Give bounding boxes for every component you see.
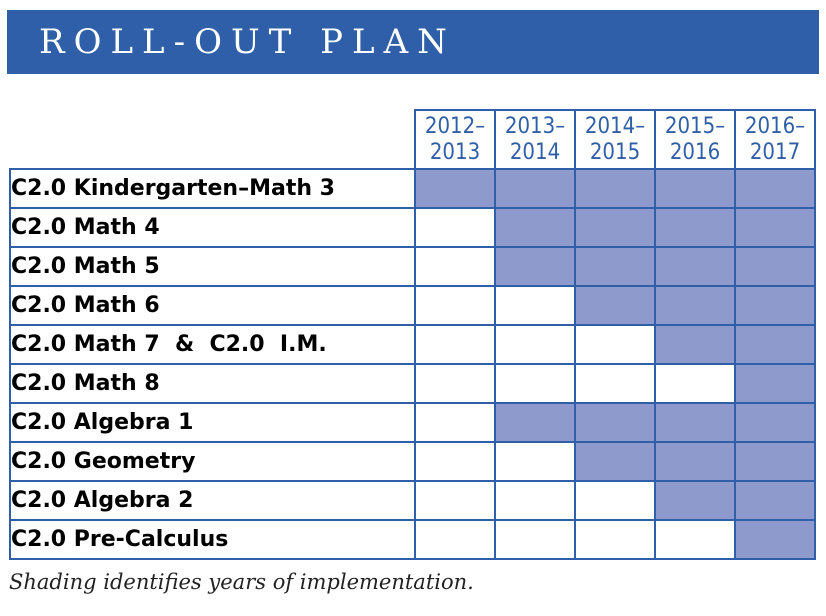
course-label: C2.0 Math 6 [10, 286, 415, 325]
table-caption: Shading identifies years of implementation. [9, 570, 474, 594]
year-header [415, 110, 495, 169]
implemented-cell [655, 442, 735, 481]
year-header-line: 2013 [429, 139, 481, 165]
year-header-line: 2015 [589, 139, 641, 165]
empty-cell [495, 481, 575, 520]
empty-cell [415, 286, 495, 325]
implemented-cell [735, 286, 815, 325]
empty-cell [415, 403, 495, 442]
year-header-line: 2015– [664, 113, 726, 139]
implemented-cell [495, 403, 575, 442]
course-label: C2.0 Math 7 & C2.0 I.M. [10, 325, 415, 364]
implemented-cell [655, 208, 735, 247]
year-header-line: 2012– [424, 113, 486, 139]
empty-cell [495, 442, 575, 481]
table-row [10, 520, 815, 559]
implemented-cell [655, 481, 735, 520]
empty-cell [575, 364, 655, 403]
empty-cell [655, 520, 735, 559]
empty-cell [575, 520, 655, 559]
table-row [10, 286, 815, 325]
implemented-cell [495, 169, 575, 208]
implemented-cell [735, 169, 815, 208]
empty-cell [495, 286, 575, 325]
table-row [10, 481, 815, 520]
year-header-line: 2014 [509, 139, 561, 165]
empty-cell [415, 325, 495, 364]
implemented-cell [495, 247, 575, 286]
year-header-line: 2016– [744, 113, 806, 139]
year-header [655, 110, 735, 169]
table-corner [10, 110, 415, 169]
table-body [10, 169, 815, 559]
course-label: C2.0 Algebra 1 [10, 403, 415, 442]
course-label: C2.0 Pre-Calculus [10, 520, 415, 559]
year-header-line: 2013– [504, 113, 566, 139]
year-header [575, 110, 655, 169]
year-header-line: 2017 [749, 139, 801, 165]
empty-cell [415, 520, 495, 559]
implemented-cell [735, 481, 815, 520]
empty-cell [415, 208, 495, 247]
course-label: C2.0 Algebra 2 [10, 481, 415, 520]
table-row [10, 325, 815, 364]
empty-cell [575, 325, 655, 364]
empty-cell [415, 247, 495, 286]
empty-cell [415, 442, 495, 481]
implemented-cell [575, 169, 655, 208]
implemented-cell [495, 208, 575, 247]
implemented-cell [655, 169, 735, 208]
implemented-cell [575, 442, 655, 481]
table-row [10, 442, 815, 481]
implemented-cell [415, 169, 495, 208]
implemented-cell [735, 325, 815, 364]
title-banner [7, 10, 819, 74]
course-label: C2.0 Kindergarten–Math 3 [10, 169, 415, 208]
empty-cell [655, 364, 735, 403]
implemented-cell [655, 403, 735, 442]
empty-cell [415, 481, 495, 520]
year-header-row [10, 110, 815, 169]
year-header [495, 110, 575, 169]
implemented-cell [655, 247, 735, 286]
page-title: ROLL-OUT PLAN [39, 22, 456, 62]
year-header-line: 2016 [669, 139, 721, 165]
empty-cell [575, 481, 655, 520]
implemented-cell [575, 247, 655, 286]
implemented-cell [575, 208, 655, 247]
implemented-cell [655, 325, 735, 364]
course-label: C2.0 Math 8 [10, 364, 415, 403]
implemented-cell [735, 208, 815, 247]
empty-cell [495, 520, 575, 559]
table-row [10, 403, 815, 442]
table-row [10, 208, 815, 247]
table-row [10, 364, 815, 403]
rollout-table [9, 109, 816, 560]
empty-cell [495, 364, 575, 403]
implemented-cell [735, 403, 815, 442]
table-row [10, 247, 815, 286]
implemented-cell [655, 286, 735, 325]
empty-cell [495, 325, 575, 364]
year-header-line: 2014– [584, 113, 646, 139]
implemented-cell [575, 286, 655, 325]
implemented-cell [735, 247, 815, 286]
course-label: C2.0 Math 5 [10, 247, 415, 286]
implemented-cell [575, 403, 655, 442]
implemented-cell [735, 364, 815, 403]
implemented-cell [735, 442, 815, 481]
implemented-cell [735, 520, 815, 559]
table-row [10, 169, 815, 208]
empty-cell [415, 364, 495, 403]
course-label: C2.0 Math 4 [10, 208, 415, 247]
year-header [735, 110, 815, 169]
course-label: C2.0 Geometry [10, 442, 415, 481]
